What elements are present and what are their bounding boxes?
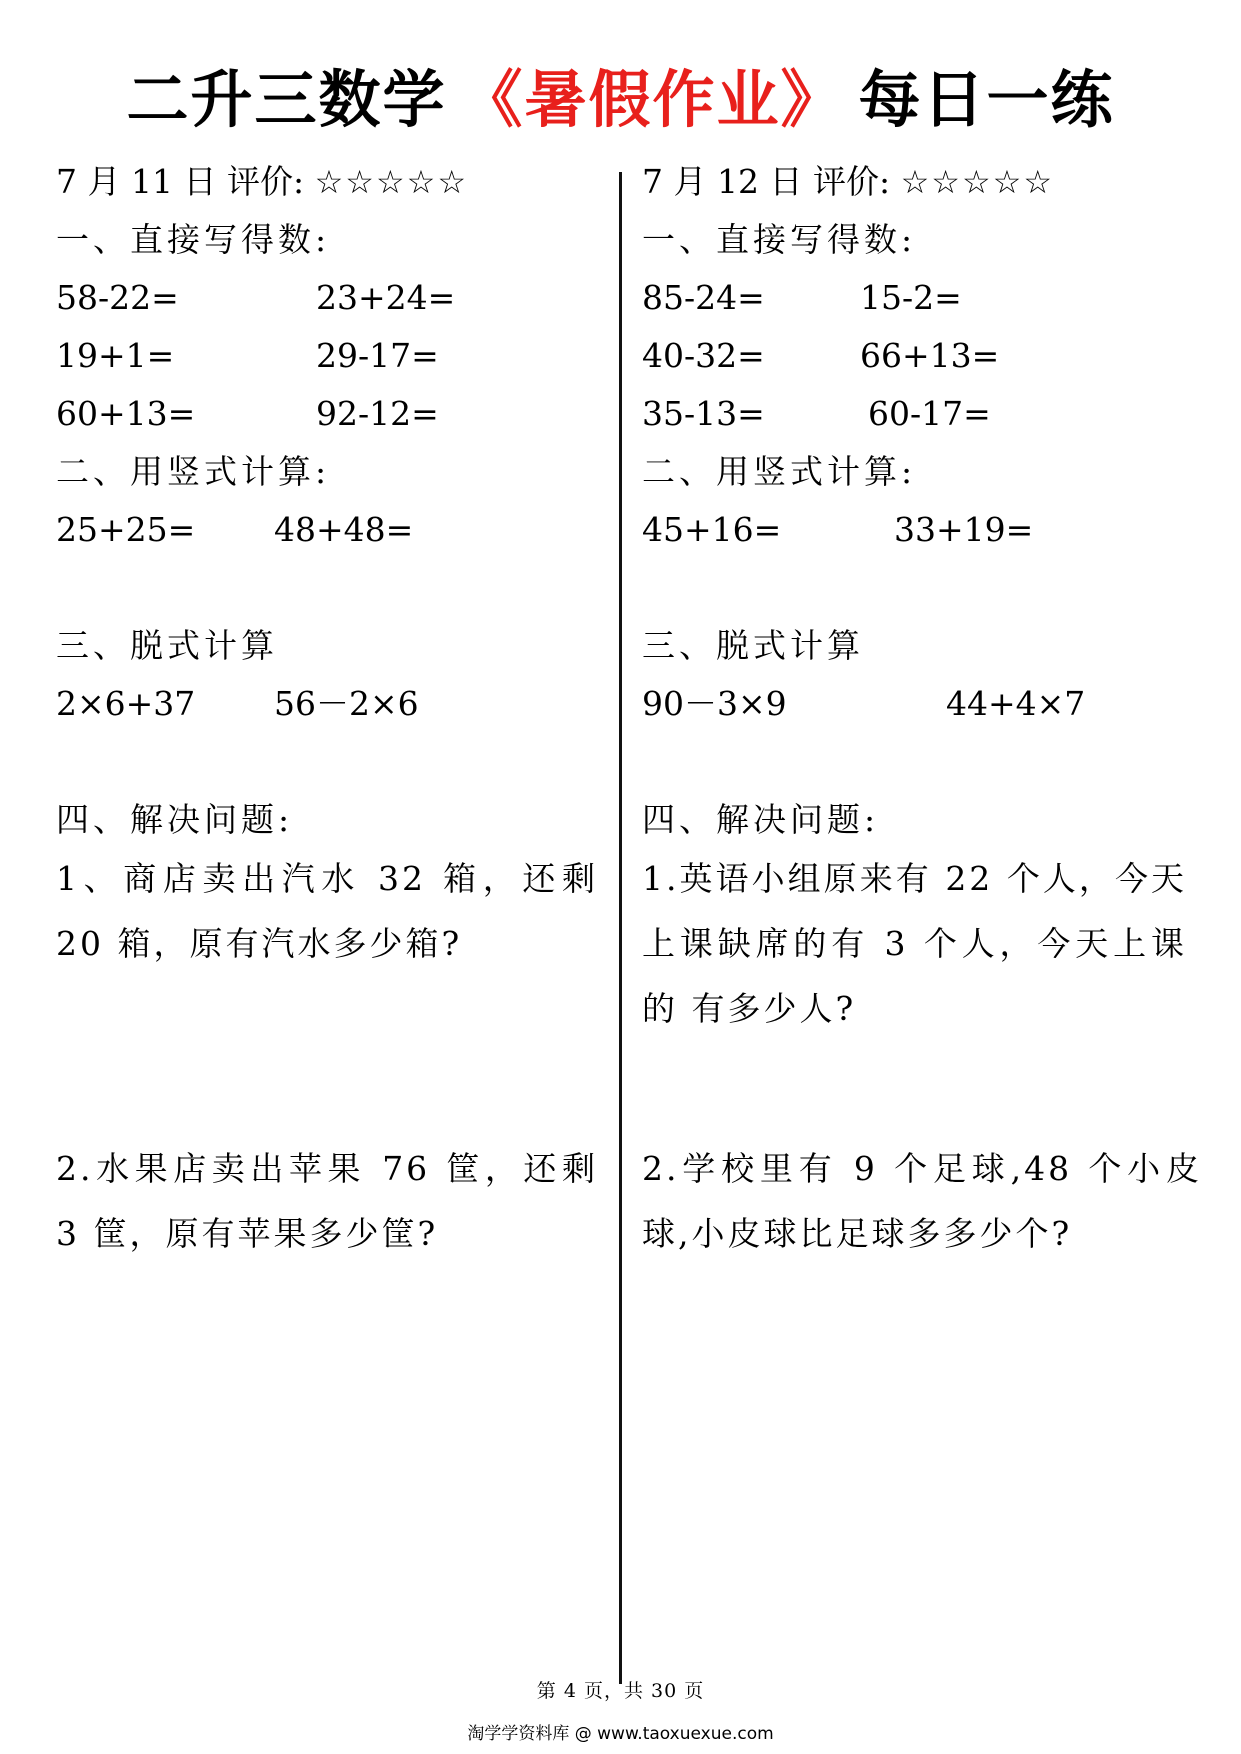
exercise-item: 92-12= [316,394,439,433]
page-number: 第 4 页，共 30 页 [536,1680,705,1702]
rating-stars: ☆☆☆☆☆ [314,163,469,201]
exercise-item: 40-32= [642,336,765,375]
exercise-item: 29-17= [316,336,439,375]
exercise-item: 23+24= [316,278,456,317]
exercise-item: 66+13= [860,336,1000,375]
date-rating-line [56,160,468,204]
date-label: 7 月 12 日 评价: [642,162,891,201]
title-part-2: 《暑假作业》 [460,63,845,136]
exercise-item: 25+25= [56,510,196,549]
date-label: 7 月 11 日 评价: [56,162,305,201]
section-heading-direct: 一、直接写得数: [642,220,917,259]
section-heading-direct: 一、直接写得数: [56,220,331,259]
section-heading-stepwise: 三、脱式计算 [56,626,278,665]
exercise-item: 90－3×9 [642,684,787,723]
exercise-item: 15-2= [860,278,962,317]
date-rating-line [642,160,1054,204]
exercise-item: 85-24= [642,278,765,317]
exercise-item: 45+16= [642,510,782,549]
column-divider [619,172,622,1684]
exercise-item: 2×6+37 [56,684,196,723]
site-watermark: 淘学学资料库 @ www.taoxuexue.com [467,1724,774,1744]
exercise-item: 19+1= [56,336,175,375]
exercise-item: 56－2×6 [274,684,419,723]
rating-stars: ☆☆☆☆☆ [900,163,1055,201]
title-part-1: 二升三数学 [126,63,447,136]
exercise-item: 44+4×7 [946,684,1086,723]
title-part-3: 每日一练 [858,63,1115,136]
section-heading-vertical: 二、用竖式计算: [642,452,917,491]
exercise-item: 35-13= [642,394,765,433]
word-problem: 2.水果店卖出苹果 76 筐，还剩 3 筐，原有苹果多少筐? [56,1149,598,1253]
section-heading-problems: 四、解决问题: [642,800,880,839]
word-problem: 1、商店卖出汽水 32 箱，还剩 20 箱，原有汽水多少箱? [56,859,598,963]
section-heading-stepwise: 三、脱式计算 [642,626,864,665]
exercise-item: 33+19= [894,510,1034,549]
left-column [56,0,606,1700]
exercise-item: 48+48= [274,510,414,549]
exercise-item: 60-17= [868,394,991,433]
word-problem: 1.英语小组原来有 22 个人，今天上课缺席的有 3 个人，今天上课的 有多少人? [642,859,1187,1028]
right-column [642,0,1212,1700]
section-heading-vertical: 二、用竖式计算: [56,452,331,491]
exercise-item: 58-22= [56,278,179,317]
exercise-item: 60+13= [56,394,196,433]
section-heading-problems: 四、解决问题: [56,800,294,839]
word-problem: 2.学校里有 9 个足球,48 个小皮球,小皮球比足球多多少个? [642,1149,1202,1253]
